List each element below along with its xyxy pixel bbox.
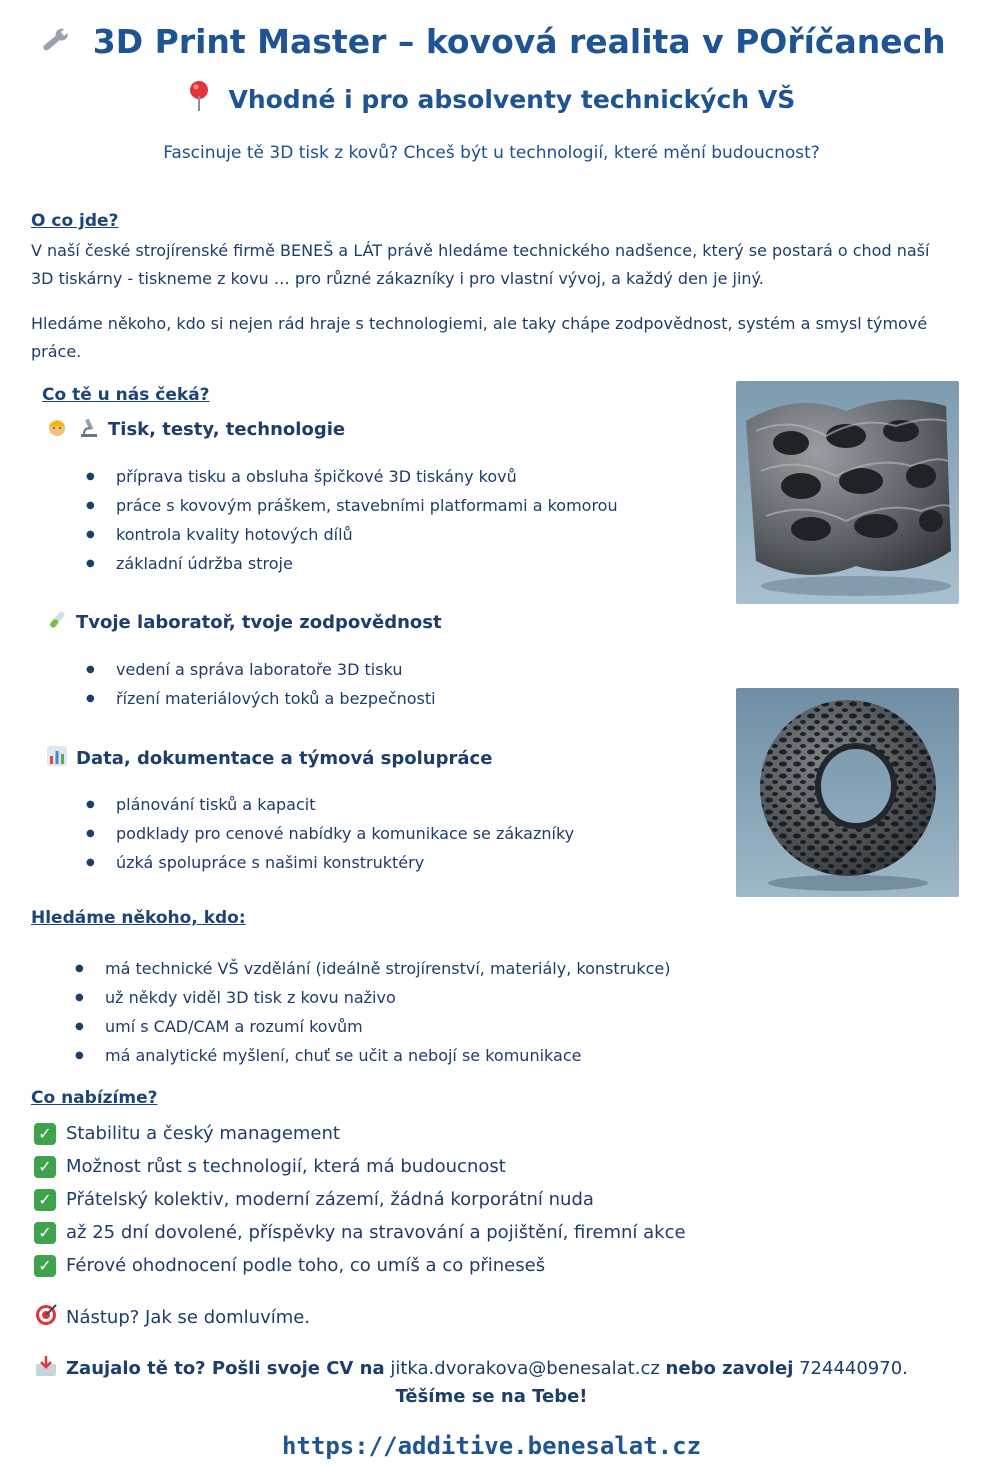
list-item: ● už někdy viděl 3D tisk z kovu naživo <box>105 983 670 1012</box>
porous-torus-image <box>736 688 959 897</box>
list-item: ● řízení materiálových toků a bezpečnosti <box>116 684 436 713</box>
data-list <box>116 790 574 877</box>
about-paragraph-1: V naší české strojírenské firmě BENEŠ a LÁT právě hledáme technického nadšence, který se postará o chod naší 3D tiskárny - tiskneme z kovu … pro různé zákazníky i pro vlastní vývoj, a každý den je jiný. <box>31 241 930 288</box>
inbox-icon <box>34 1354 58 1383</box>
list-item: ● kontrola kvality hotových dílů <box>116 520 618 549</box>
about-paragraph-2: Hledáme někoho, kdo si nejen rád hraje s technologiemi, ale taky chápe zodpovědnost, systém a smysl týmové práce. <box>31 314 928 361</box>
print-list <box>116 462 618 578</box>
section-title: Data, dokumentace a týmová spolupráce <box>76 748 493 769</box>
about-heading: O co jde? <box>31 211 119 231</box>
offer-item <box>34 1117 686 1150</box>
contact-lead: Zaujalo tě to? Pošli svoje CV na <box>66 1358 385 1379</box>
subtitle <box>0 80 983 114</box>
list-item: ● základní údržba stroje <box>116 549 618 578</box>
offer-text: Stabilitu a český management <box>66 1123 340 1144</box>
start-line <box>34 1301 310 1334</box>
waiting-heading: Co tě u nás čeká? <box>42 385 210 405</box>
list-item: ● plánování tisků a kapacit <box>116 790 574 819</box>
section-heading-print <box>44 416 345 443</box>
contact-phone[interactable]: 724440970. <box>799 1358 908 1379</box>
section-title: Tvoje laboratoř, tvoje zodpovědnost <box>76 612 442 633</box>
list-item: ● má analytické myšlení, chuť se učit a nebojí se komunikace <box>105 1041 670 1070</box>
section-heading-lab <box>44 609 442 636</box>
check-icon: ✓ <box>34 1255 56 1277</box>
check-icon: ✓ <box>34 1189 56 1211</box>
list-item: ● příprava tisku a obsluha špičkové 3D tiskány kovů <box>116 462 618 491</box>
pin-icon <box>188 85 219 114</box>
lab-list <box>116 655 436 713</box>
page-title <box>0 22 983 61</box>
gyroid-lattice-image <box>736 381 959 604</box>
list-item: ● vedení a správa laboratoře 3D tisku <box>116 655 436 684</box>
offer-text: Přátelský kolektiv, moderní zázemí, žádná korporátní nuda <box>66 1189 594 1210</box>
offer-text: Férové ohodnocení podle toho, co umíš a co přineseš <box>66 1255 546 1276</box>
contact-line <box>34 1354 908 1383</box>
check-icon: ✓ <box>34 1222 56 1244</box>
check-icon: ✓ <box>34 1156 56 1178</box>
offer-item <box>34 1249 686 1282</box>
website-link[interactable]: https://additive.benesalat.cz <box>281 1432 702 1460</box>
target-icon <box>34 1303 58 1332</box>
subtitle-text: Vhodné i pro absolventy technických VŠ <box>228 85 796 114</box>
looking-heading: Hledáme někoho, kdo: <box>31 908 246 928</box>
list-item: ● podklady pro cenové nabídky a komunikace se zákazníky <box>116 819 574 848</box>
title-text: 3D Print Master – kovová realita v POříčanech <box>92 22 946 61</box>
looking-list <box>105 954 670 1070</box>
check-icon: ✓ <box>34 1123 56 1145</box>
offer-item <box>34 1150 686 1183</box>
start-text: Nástup? Jak se domluvíme. <box>66 1307 311 1328</box>
list-item: ● umí s CAD/CAM a rozumí kovům <box>105 1012 670 1041</box>
contact-mid: nebo zavolej <box>665 1358 794 1379</box>
offer-heading: Co nabízíme? <box>31 1088 158 1108</box>
test-tube-icon <box>44 609 70 636</box>
wrench-icon <box>37 22 83 61</box>
offer-item <box>34 1216 686 1249</box>
offer-item <box>34 1183 686 1216</box>
offer-text: Možnost růst s technologií, která má budoucnost <box>66 1156 506 1177</box>
bar-chart-icon <box>44 745 70 772</box>
section-heading-data <box>44 745 492 772</box>
contact-email[interactable]: jitka.dvorakova@benesalat.cz <box>390 1358 660 1379</box>
worker-icon <box>44 416 70 443</box>
closing-text: Těšíme se na Tebe! <box>395 1386 588 1407</box>
microscope-icon <box>76 416 102 443</box>
intro-text: Fascinuje tě 3D tisk z kovů? Chceš být u technologií, které mění budoucnost? <box>163 143 820 163</box>
section-title: Tisk, testy, technologie <box>108 419 346 440</box>
list-item: ● úzká spolupráce s našimi konstruktéry <box>116 848 574 877</box>
offer-text: až 25 dní dovolené, příspěvky na stravování a pojištění, firemní akce <box>66 1222 686 1243</box>
offer-list <box>34 1117 686 1282</box>
list-item: ● má technické VŠ vzdělání (ideálně strojírenství, materiály, konstrukce) <box>105 954 670 983</box>
list-item: ● práce s kovovým práškem, stavebními platformami a komorou <box>116 491 618 520</box>
